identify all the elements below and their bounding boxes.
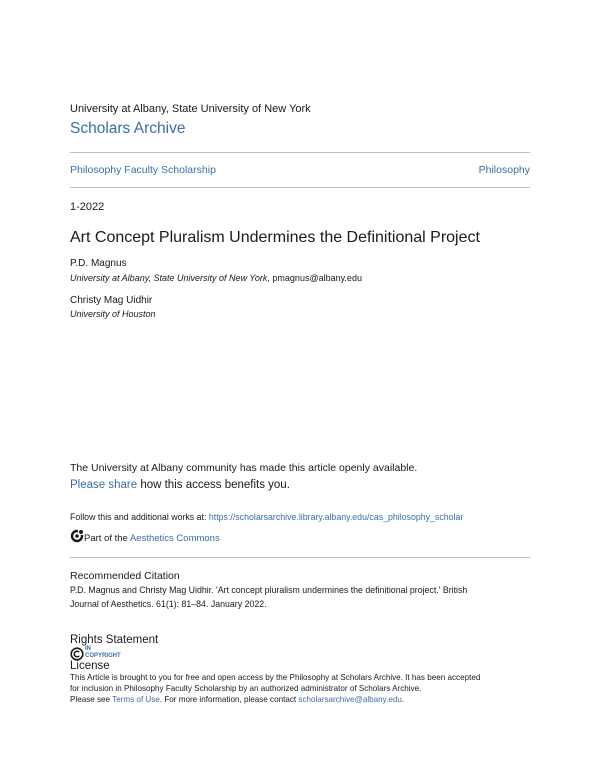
badge-bottom-text: COPYRIGHT — [85, 653, 121, 659]
contact-prefix: Please see — [70, 695, 113, 704]
share-link[interactable]: Please share — [70, 479, 138, 491]
part-of-prefix: Part of the — [84, 533, 130, 545]
contact-email-link[interactable]: scholarsarchive@albany.edu — [298, 695, 402, 704]
repository-link[interactable]: Scholars Archive — [70, 120, 186, 137]
article-title: Art Concept Pluralism Undermines the Definitional Project — [70, 229, 480, 246]
share-line — [70, 479, 290, 491]
commons-link[interactable]: Aesthetics Commons — [129, 533, 220, 545]
author-name: Christy Mag Uidhir — [70, 295, 153, 306]
network-commons-icon — [70, 529, 84, 548]
contact-end: . — [401, 695, 405, 704]
follow-prefix: Follow this and additional works at: — [70, 512, 209, 522]
department-link[interactable]: Philosophy — [478, 164, 530, 176]
citation-line: P.D. Magnus and Christy Mag Uidhir. 'Art concept pluralism undermines the definitional project.' British — [70, 585, 468, 595]
license-contact-line — [70, 695, 404, 704]
license-line: This Article is brought to you for free and open access by the Philosophy at Scholars Archive. It has been accepted — [70, 673, 481, 682]
rights-heading: Rights Statement — [70, 634, 159, 646]
follow-line — [70, 512, 463, 522]
author-name: P.D. Magnus — [70, 258, 127, 269]
license-heading: License — [70, 660, 110, 672]
divider-top — [70, 152, 530, 153]
divider-bottom — [70, 557, 530, 558]
citation-line: Journal of Aesthetics. 61(1): 81–84. January 2022. — [70, 599, 267, 609]
author-affiliation: University of Houston — [70, 309, 156, 319]
affiliation-text: University at Albany, State University of New York — [70, 273, 268, 283]
author-email: , pmagnus@albany.edu — [267, 273, 362, 283]
copyright-icon — [70, 647, 84, 661]
institution-name: University at Albany, State University of New York — [70, 103, 311, 115]
author-affiliation — [70, 273, 362, 283]
follow-url-link[interactable]: https://scholarsarchive.library.albany.edu/cas_philosophy_scholar — [208, 512, 464, 522]
citation-heading: Recommended Citation — [70, 570, 180, 582]
part-of-line — [70, 529, 220, 548]
publication-date: 1-2022 — [70, 201, 105, 213]
share-text: how this access benefits you. — [137, 479, 290, 491]
divider-mid — [70, 187, 530, 188]
collection-link[interactable]: Philosophy Faculty Scholarship — [70, 164, 216, 176]
badge-top-text: IN — [85, 646, 91, 652]
access-statement: The University at Albany community has made this article openly available. — [70, 462, 418, 474]
contact-mid: . For more information, please contact — [159, 695, 299, 704]
terms-of-use-link[interactable]: Terms of Use — [112, 695, 160, 704]
license-line: for inclusion in Philosophy Faculty Scholarship by an authorized administrator of Scholars Archive. — [70, 684, 422, 693]
